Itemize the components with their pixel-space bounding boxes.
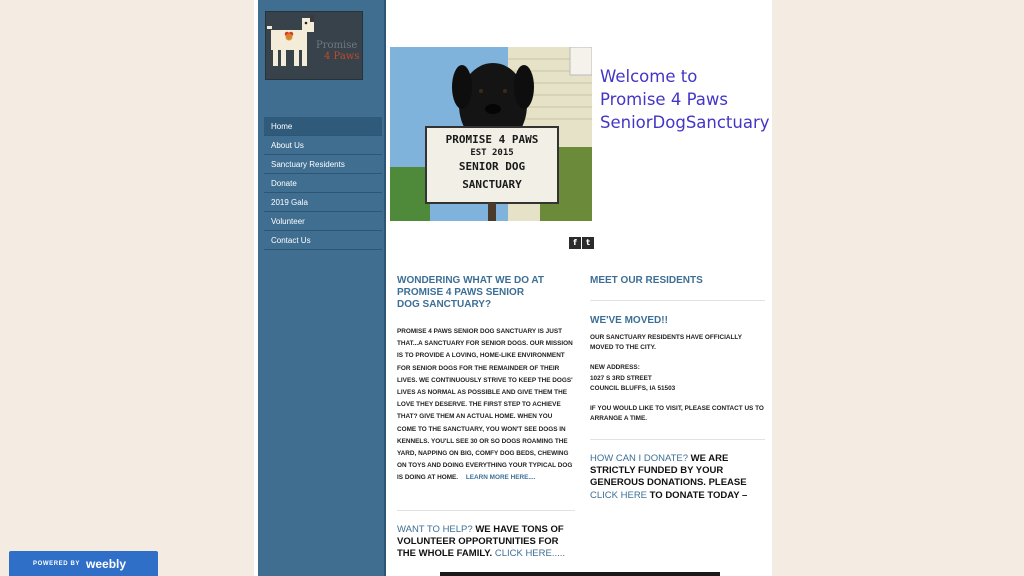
moved-body: OUR SANCTUARY RESIDENTS HAVE OFFICIALLY MOVED TO THE CITY. NEW ADDRESS: 1027 S 3RD STREET COUNCIL BLUFFS, IA 51503 IF YOU WOULD LIKE TO VISIT, PLEASE CONTACT US TO ARRANGE A TIME. — [590, 334, 764, 423]
social-links — [569, 237, 594, 249]
nav-about-us[interactable]: About Us — [264, 136, 382, 155]
welcome-line-2: Promise 4 Paws — [600, 90, 728, 109]
divider — [397, 510, 575, 511]
about-heading: WONDERING WHAT WE DO AT PROMISE 4 PAWS SENIOR DOG SANCTUARY? — [397, 275, 545, 310]
news-column — [590, 275, 765, 287]
donate-tail: TO DONATE TODAY – — [649, 489, 748, 501]
hero-image — [390, 47, 592, 221]
donate-text: WE ARE STRICTLY FUNDED BY YOUR GENEROUS DONATIONS. PLEASE — [590, 453, 747, 489]
divider — [590, 300, 765, 301]
main-nav — [264, 117, 382, 250]
moved-section — [590, 315, 765, 424]
help-heading: WANT TO HELP? — [397, 524, 473, 535]
nav-2019-gala[interactable]: 2019 Gala — [264, 193, 382, 212]
donate-section — [590, 453, 762, 502]
welcome-heading — [600, 65, 770, 134]
welcome-line-1: Welcome to — [600, 67, 698, 86]
residents-heading[interactable]: MEET OUR RESIDENTS — [590, 275, 703, 286]
twitter-icon[interactable]: t — [582, 237, 594, 249]
facebook-icon[interactable]: f — [569, 237, 581, 249]
nav-volunteer[interactable]: Volunteer — [264, 212, 382, 231]
badge-powered-by: POWERED BY — [33, 560, 81, 567]
learn-more-link[interactable]: LEARN MORE HERE.... — [465, 474, 536, 482]
video-embed-edge — [440, 572, 720, 576]
weebly-badge[interactable] — [9, 551, 158, 576]
donate-link[interactable]: CLICK HERE — [590, 489, 648, 501]
nav-contact-us[interactable]: Contact Us — [264, 231, 382, 250]
logo-text: Promise 4 Paws — [316, 40, 360, 62]
nav-home[interactable]: Home — [264, 117, 382, 136]
moved-heading: WE'VE MOVED!! — [590, 315, 668, 326]
help-text: WE HAVE TONS OF VOLUNTEER OPPORTUNITIES FOR THE WHOLE FAMILY. — [397, 524, 564, 559]
about-column — [397, 275, 575, 485]
welcome-line-3: SeniorDogSanctuary — [600, 113, 770, 132]
sidebar — [258, 0, 386, 576]
hero-sign-text: PROMISE 4 PAWS EST 2015 SENIOR DOG SANCTUARY — [445, 133, 539, 191]
site-logo[interactable] — [265, 11, 363, 80]
donate-heading: HOW CAN I DONATE? — [590, 453, 688, 464]
divider — [590, 439, 765, 440]
nav-sanctuary-residents[interactable]: Sanctuary Residents — [264, 155, 382, 174]
badge-brand: weebly — [86, 556, 127, 571]
volunteer-link[interactable]: CLICK HERE..... — [494, 548, 566, 559]
nav-donate[interactable]: Donate — [264, 174, 382, 193]
about-body: PROMISE 4 PAWS SENIOR DOG SANCTUARY IS JUST THAT...A SANCTUARY FOR SENIOR DOGS. OUR MISSION IS TO PROVIDE A LOVING, HOME-LIKE ENVIRONMENT FOR SENIOR DOGS FOR THE REMAINDER OF THEIR LIVES. WE CONTINUOUSLY STRIVE TO KEEP THE DOGS' LIVES AS NORMAL AS POSSIBLE AND GIVE THEM THE LOVE THEY DESERVE. THE FIRST STEP TO ACHIEVE THAT? GIVE THEM AN ACTUAL HOME. WHEN YOU COME TO THE SANCTUARY, YOU WON'T SEE DOGS IN KENNELS. YOU'LL SEE 30 OR SO DOGS ROAMING THE YARD, NAPPING ON BIG, COMFY DOG BEDS, CHEWING ON TOYS AND DOING EVERYTHING YOUR TYPICAL DOG IS DOING AT HOME. LEARN MORE HERE.... — [397, 328, 573, 482]
help-section — [397, 524, 569, 560]
